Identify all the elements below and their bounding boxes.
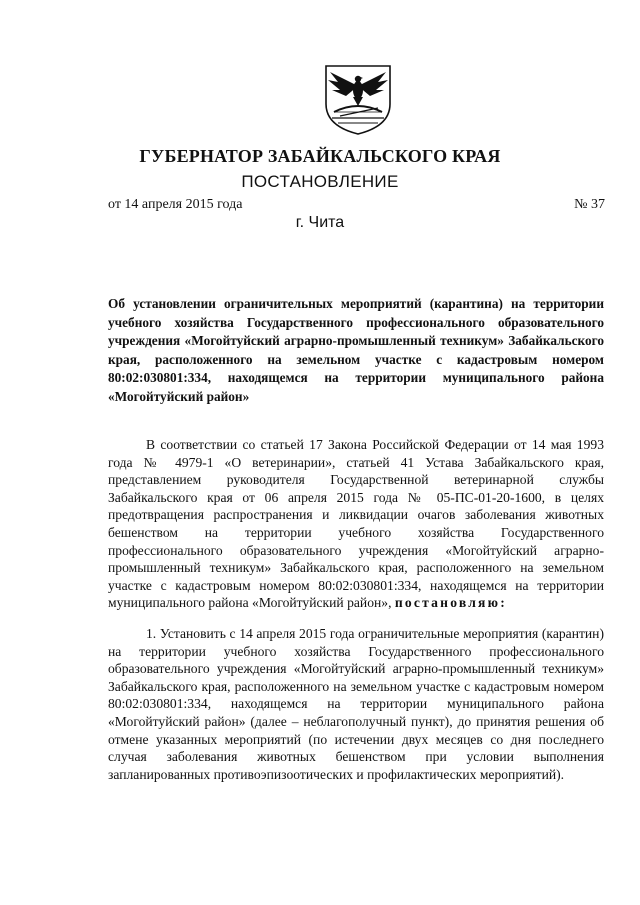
paragraph-gap xyxy=(108,612,604,625)
document-type: ПОСТАНОВЛЕНИЕ xyxy=(241,172,399,191)
document-date: от 14 апреля 2015 года xyxy=(108,197,243,212)
document-title: Об установлении ограничительных мероприятий (карантина) на территории учебного хозяйства Государственного профессионального образовательного учреждения «Могойтуйский аграрно-промышленный техникум» Забайкальского края, расположенного на земельном участке с кадастровым номером 80:02:030801:334, находящемся на территории муниципального района «Могойтуйский район» xyxy=(108,296,604,404)
org-title: ГУБЕРНАТОР ЗАБАЙКАЛЬСКОГО КРАЯ xyxy=(139,146,501,166)
preamble-text: В соответствии со статьей 17 Закона Российской Федерации от 14 мая 1993 года № 4979-1 «О ветеринарии», статьей 41 Устава Забайкальского края, представлением руководителя Государственной ветеринарной службы Забайкальского края от 06 апреля 2015 года № 05-ПС-01-20-1600, в целях предотвращения распространения и ликвидации очагов заболевания животных бешенством на территории учебного хозяйства Государственного профессионального образовательного учреждения «Могойтуйский аграрно-промышленный техникум» Забайкальского края, расположенного на земельном участке с кадастровым номером 80:02:030801:334, находящемся на территории муниципального района «Могойтуйский район», xyxy=(108,437,604,611)
preamble-paragraph xyxy=(108,436,604,612)
document-city: г. Чита xyxy=(295,214,345,231)
document-body xyxy=(108,436,604,783)
decree-word: постановляю: xyxy=(394,595,507,611)
coat-of-arms-icon xyxy=(316,56,400,136)
item-1-paragraph: 1. Установить с 14 апреля 2015 года ограничительные мероприятия (карантин) на территории учебного хозяйства Государственного профессионального образовательного учреждения «Могойтуйский аграрно-промышленный техникум» Забайкальского края, расположенного на земельном участке с кадастровым номером 80:02:030801:334, находящемся на территории муниципального района «Могойтуйский район» (далее – неблагополучный пункт), до принятия решения об отмене указанных мероприятий (по истечении двух месяцев со дня последнего случая заболевания животных бешенством при условии выполнения запланированных противоэпизоотических и профилактических мероприятий). xyxy=(108,625,604,782)
document-number: № 37 xyxy=(574,197,605,212)
